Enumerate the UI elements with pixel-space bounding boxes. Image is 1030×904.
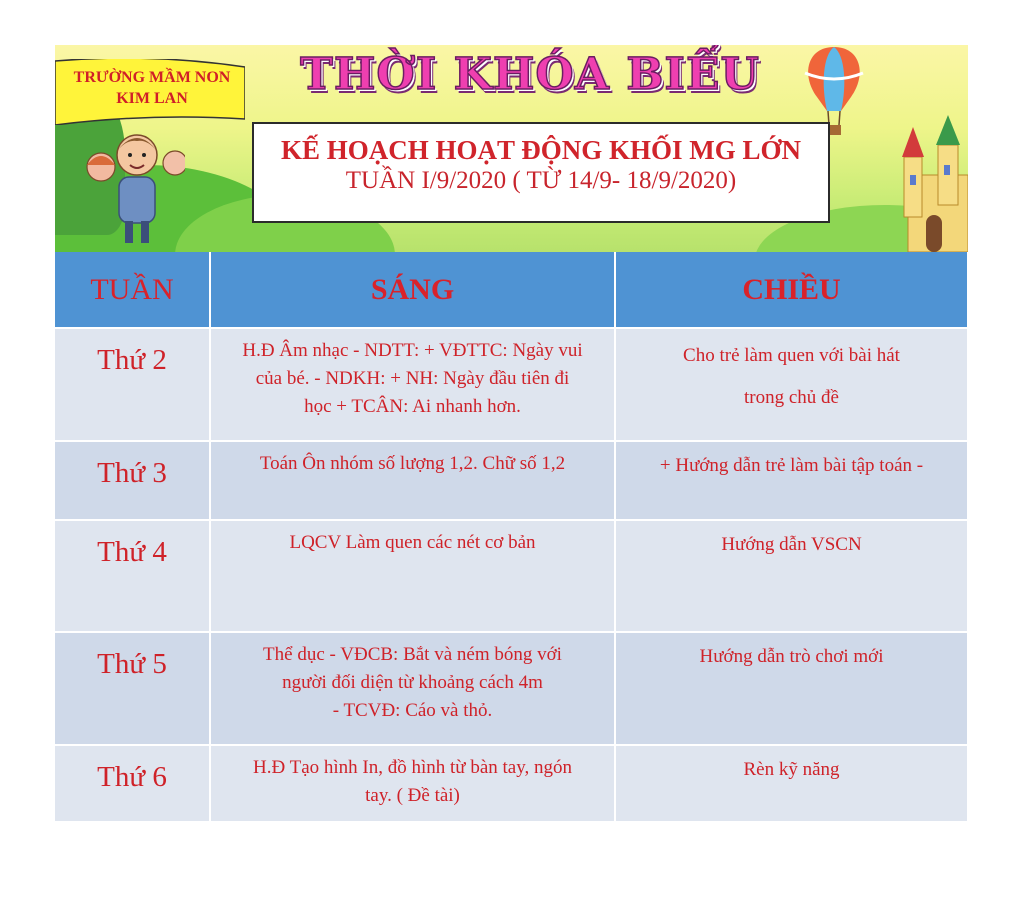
morning-cell [210,632,615,745]
school-name [57,67,247,109]
table-row [55,441,968,520]
school-name-line: KIM LAN [116,90,188,107]
morning-line: H.Đ Âm nhạc - NDTT: + VĐTTC: Ngày vui [242,340,583,361]
plan-box [252,122,830,223]
header-afternoon: CHIỀU [615,252,968,328]
day-cell: Thứ 6 [55,745,210,822]
afternoon-cell [615,632,968,745]
day-cell: Thứ 5 [55,632,210,745]
table-row [55,328,968,441]
plan-title: KẾ HOẠCH HOẠT ĐỘNG KHỐI MG LỚN [280,135,802,165]
table-row [55,632,968,745]
castle-illustration [900,115,968,252]
afternoon-cell [615,520,968,632]
day-cell: Thứ 2 [55,328,210,441]
header-week: TUẦN [55,252,210,328]
header-morning: SÁNG [210,252,615,328]
schedule-table [55,252,969,823]
afternoon-cell [615,745,968,822]
morning-cell [210,441,615,520]
morning-line: Toán Ôn nhóm số lượng 1,2. Chữ số 1,2 [259,453,566,474]
morning-line: của bé. - NDKH: + NH: Ngày đầu tiên đi [255,368,570,389]
morning-line: LQCV Làm quen các nét cơ bản [289,532,536,553]
morning-line: - TCVĐ: Cáo và thỏ. [332,700,493,721]
cartoon-characters-illustration [75,125,185,250]
afternoon-line: Hướng dẫn trò chơi mới [699,646,884,667]
plan-week: TUẦN I/9/2020 ( TỪ 14/9- 18/9/2020) [345,167,737,194]
afternoon-cell [615,328,968,441]
afternoon-line: trong chủ đề [744,387,839,408]
header-row [55,252,968,328]
timetable-title: THỜI KHÓA BIỂU [300,49,760,100]
banner [55,45,968,252]
morning-line: H.Đ Tạo hình In, đồ hình từ bàn tay, ngón [252,757,572,778]
day-cell: Thứ 4 [55,520,210,632]
afternoon-cell [615,441,968,520]
morning-cell [210,745,615,822]
morning-cell [210,520,615,632]
afternoon-line: Cho trẻ làm quen với bài hát [683,345,900,366]
afternoon-line: + Hướng dẫn trẻ làm bài tập toán - [659,455,924,476]
morning-line: Thể dục - VĐCB: Bắt và ném bóng với [263,644,562,665]
afternoon-line: Rèn kỹ năng [743,759,840,780]
table-row [55,520,968,632]
school-name-line: TRƯỜNG MẦM NON [73,69,231,86]
afternoon-line: Hướng dẫn VSCN [721,534,862,555]
morning-line: người đối diện từ khoảng cách 4m [282,672,543,693]
timetable-poster [55,45,968,822]
table-row [55,745,968,822]
morning-line: tay. ( Đề tài) [365,785,460,806]
day-cell: Thứ 3 [55,441,210,520]
morning-line: học + TCÂN: Ai nhanh hơn. [304,396,521,417]
morning-cell [210,328,615,441]
